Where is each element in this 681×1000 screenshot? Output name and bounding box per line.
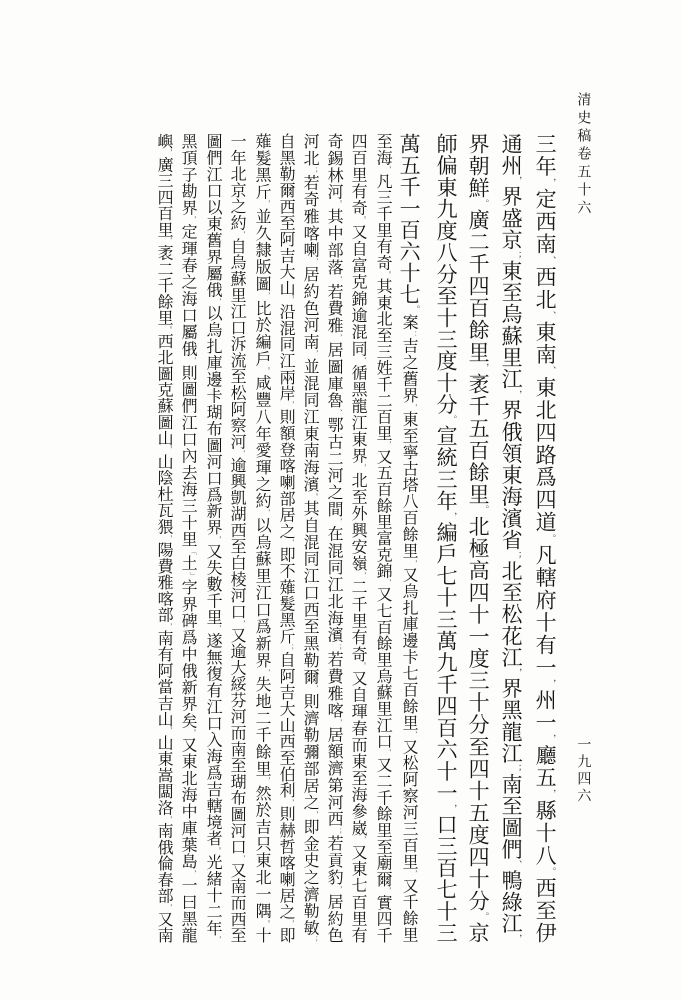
punctuation-mark: ， — [383, 165, 392, 173]
main-text: 師偏東九度八分至十三度十分。宣統三年，編戶七十三萬九千四百六十一，口三百七十三 — [434, 133, 459, 944]
punctuation-mark: 。 — [545, 866, 556, 878]
punctuation-mark: ， — [188, 216, 197, 224]
punctuation-mark: ， — [409, 404, 418, 412]
punctuation-mark: ， — [262, 509, 271, 518]
punctuation-mark: 。 — [478, 912, 489, 923]
punctuation-mark: ， — [383, 441, 392, 449]
punctuation-mark: ； — [334, 827, 343, 836]
punctuation-mark: ， — [334, 718, 343, 727]
punctuation-mark: ， — [545, 789, 556, 800]
punctuation-mark: ， — [237, 449, 246, 457]
punctuation-mark: ， — [383, 579, 392, 587]
punctuation-mark: ， — [383, 749, 392, 757]
punctuation-mark: ， — [237, 230, 246, 238]
punctuation-mark: ， — [358, 356, 367, 365]
punctuation-mark: ， — [286, 539, 295, 547]
column-line — [176, 133, 200, 944]
punctuation-mark: ； — [334, 643, 343, 652]
punctuation-mark: 」 — [188, 571, 197, 580]
punctuation-mark: 。 — [262, 367, 271, 375]
page-number: 一九四六 — [575, 737, 592, 805]
text-column-15 — [152, 133, 176, 943]
annotation-text: 黑頂子勘界，定琿春之海口屬俄，則圖們江口內去海三十里「土」字界碑爲中俄新界矣。又東北海中庫葉島，一曰黑龍 — [179, 133, 199, 944]
annotation-text: 薙髮黑斤，並久隸版圖，比於編戶。咸豐八年愛琿之約，以烏蘇里江口爲新界，失地二千餘里，然於吉只東北一隅。十 — [253, 133, 273, 944]
punctuation-mark: ， — [334, 333, 343, 342]
text-column-5 — [397, 133, 421, 943]
text-column-3 — [466, 133, 490, 943]
annotation-text: 奇錫林河。其中部落，若費雅，居圖庫魯、鄂古二河之間，在混同江北海濱；若費雅喀，居額濟第河西；若貢豹，居約色 — [325, 133, 345, 945]
punctuation-mark: ， — [478, 363, 489, 374]
punctuation-mark: 。 — [310, 492, 319, 501]
punctuation-mark: ， — [164, 727, 173, 735]
punctuation-mark: ， — [511, 934, 522, 944]
book-title: 清史稿卷五十六 — [575, 92, 592, 218]
text-column-2 — [499, 133, 523, 943]
punctuation-mark: ， — [310, 810, 319, 819]
main-text: 萬五千一百六十七。 — [397, 133, 422, 315]
punctuation-mark: ， — [383, 887, 392, 895]
column-line — [274, 133, 298, 943]
annotation-text: 自黑勒爾西至阿吉大山，沿混同江兩岸，則額登喀喇部居之，即不薙髮黑斤；自阿吉大山西至伯利，則赫哲喀喇居之，即 — [277, 133, 297, 944]
punctuation-mark: 、 — [334, 408, 343, 417]
column-line — [152, 133, 176, 943]
punctuation-mark: ， — [409, 731, 418, 739]
punctuation-mark: 。 — [213, 846, 222, 854]
punctuation-mark: ， — [237, 854, 246, 862]
column-line — [346, 133, 370, 944]
annotation-text: 嶼，廣三四百里，袤二千餘里。西北圖克蘇圖山，山陰杜瓦猥，陽費雅喀部，南有阿當吉山，山東嵩闆洛，南俄倫春部，又南 — [155, 133, 175, 944]
column-line — [201, 133, 225, 944]
punctuation-mark: ， — [164, 446, 173, 454]
punctuation-mark: 。 — [188, 729, 197, 737]
punctuation-mark: ， — [511, 668, 522, 678]
punctuation-mark: 。 — [358, 662, 367, 670]
punctuation-mark: 。 — [334, 200, 343, 209]
punctuation-mark: ， — [164, 149, 173, 157]
punctuation-mark: ， — [511, 176, 522, 186]
punctuation-mark: 。 — [478, 505, 489, 516]
annotation-text: 四百里有奇。又自富克錦逾混同，循黑龍江東界，北至外興安嶺，二千里有奇。又自琿春而東至海參崴，又東七百里有 — [349, 133, 369, 944]
punctuation-mark: ， — [286, 798, 295, 806]
text-column-7 — [346, 133, 370, 943]
column-line — [397, 133, 421, 944]
column-line — [225, 133, 249, 943]
punctuation-mark: 。 — [262, 919, 271, 928]
punctuation-mark: 、 — [545, 255, 556, 266]
punctuation-mark: ， — [213, 297, 222, 305]
annotation-text: 一年北京之約，自烏蘇里江口泝流至松阿察河，逾興凱湖西至白棱河口，又逾大綏芬河而南至瑚布圖河口，又南而西至 — [228, 133, 248, 944]
punctuation-mark: ， — [164, 534, 173, 542]
punctuation-mark: ， — [310, 685, 319, 694]
text-column-12 — [225, 133, 249, 943]
punctuation-mark: ； — [286, 644, 295, 652]
punctuation-mark: ， — [286, 296, 295, 304]
text-column-11 — [250, 133, 274, 943]
column-line — [250, 133, 274, 944]
punctuation-mark: ， — [286, 919, 295, 928]
punctuation-mark: ， — [164, 815, 173, 823]
punctuation-mark: ， — [213, 535, 222, 543]
punctuation-mark: ， — [237, 619, 246, 627]
column-line — [434, 133, 458, 944]
main-text: 三年，定西南、西北、東南、東北四路爲四道。凡轄府十有一，州一，廳五，縣十八。西至伊 — [533, 133, 558, 945]
punctuation-mark: 。 — [478, 199, 489, 210]
punctuation-mark: ， — [213, 936, 222, 944]
punctuation-mark: ， — [358, 464, 367, 472]
punctuation-mark: ， — [545, 177, 556, 189]
punctuation-mark: ， — [188, 356, 197, 365]
punctuation-mark: ， — [164, 237, 173, 245]
punctuation-mark: ， — [188, 869, 197, 878]
punctuation-mark: ， — [310, 350, 319, 358]
punctuation-mark: ， — [545, 733, 556, 745]
punctuation-mark: ， — [213, 625, 222, 633]
punctuation-mark: 、 — [545, 310, 556, 322]
main-text: 通州，界盛京；東至烏蘇里江，界俄領東海濱省；北至松花江，界黑龍江；南至圖們、鴨綠江， — [499, 133, 524, 944]
punctuation-mark: ， — [409, 870, 418, 878]
punctuation-mark: ， — [409, 559, 418, 567]
punctuation-mark: ， — [164, 622, 173, 630]
punctuation-mark: ， — [262, 292, 271, 300]
punctuation-mark: 、 — [545, 366, 556, 377]
punctuation-mark: ， — [446, 511, 457, 522]
text-column-10 — [274, 133, 298, 943]
punctuation-mark: 。 — [545, 533, 556, 544]
punctuation-mark: ； — [511, 764, 522, 774]
column-line — [371, 133, 395, 943]
punctuation-mark: 。 — [446, 415, 457, 425]
punctuation-mark: ， — [164, 903, 173, 911]
text-column-14 — [176, 133, 200, 943]
punctuation-mark: ， — [286, 401, 295, 409]
text-column-6 — [371, 133, 395, 943]
punctuation-mark: ； — [511, 250, 522, 261]
column-line — [322, 133, 346, 944]
column-line — [466, 133, 490, 944]
punctuation-mark: ； — [511, 550, 522, 560]
annotation-text: 至海，凡三千里有奇。其東北至三姓千二百里，又五百餘里富克錦，又七百餘里烏蘇里江口，又二千餘里至廟爾，實四千 — [374, 133, 394, 944]
column-line — [499, 133, 523, 944]
punctuation-mark: 。 — [383, 270, 392, 278]
punctuation-mark: 。 — [358, 216, 367, 224]
punctuation-mark: ， — [545, 678, 556, 690]
punctuation-mark: ， — [511, 389, 522, 400]
column-line — [533, 133, 557, 945]
punctuation-mark: ， — [310, 258, 319, 267]
annotation-text: 河北；若奇雅喀喇，居約色河南，並混同江東南海濱。其自混同江口西至黑勒爾，則濟勒彌部居之，即金史之濟勒敏； — [301, 133, 321, 944]
text-column-8 — [322, 133, 346, 943]
column-line — [298, 133, 322, 944]
text-column-4 — [434, 133, 458, 943]
punctuation-mark: ， — [358, 571, 367, 580]
punctuation-mark: ： — [409, 330, 418, 339]
punctuation-mark: ， — [334, 517, 343, 526]
punctuation-mark: ， — [446, 803, 457, 814]
text-column-1 — [533, 133, 557, 943]
punctuation-mark: ； — [310, 166, 319, 175]
punctuation-mark: 。 — [409, 305, 420, 315]
punctuation-mark: ， — [334, 885, 343, 894]
punctuation-mark: ， — [262, 200, 271, 208]
text-column-13 — [201, 133, 225, 943]
punctuation-mark: ， — [358, 836, 367, 844]
punctuation-mark: 「 — [188, 547, 197, 556]
punctuation-mark: ， — [262, 668, 271, 677]
punctuation-mark: 、 — [511, 859, 522, 870]
annotation-text: 案：吉之舊界，東至寧古塔八百餘里，又烏扎庫邊卡七百餘里，又松阿察河三百里，又千餘里 — [400, 314, 420, 944]
punctuation-mark: ， — [262, 777, 271, 785]
punctuation-mark: ； — [310, 936, 319, 944]
main-text: 界朝鮮。廣二千四百餘里，袤千五百餘里。北極高四十一度三十分至四十五度四十分。京 — [466, 133, 491, 945]
punctuation-mark: 。 — [164, 325, 173, 333]
punctuation-mark: ， — [334, 275, 343, 284]
text-column-9 — [298, 133, 322, 943]
annotation-text: 圖們江口以東舊界屬俄，以烏扎庫邊卡瑚布圖河口爲新界，又失數千里，遂無復有江口入海爲吉轄境者。光緒十二年， — [204, 133, 224, 944]
